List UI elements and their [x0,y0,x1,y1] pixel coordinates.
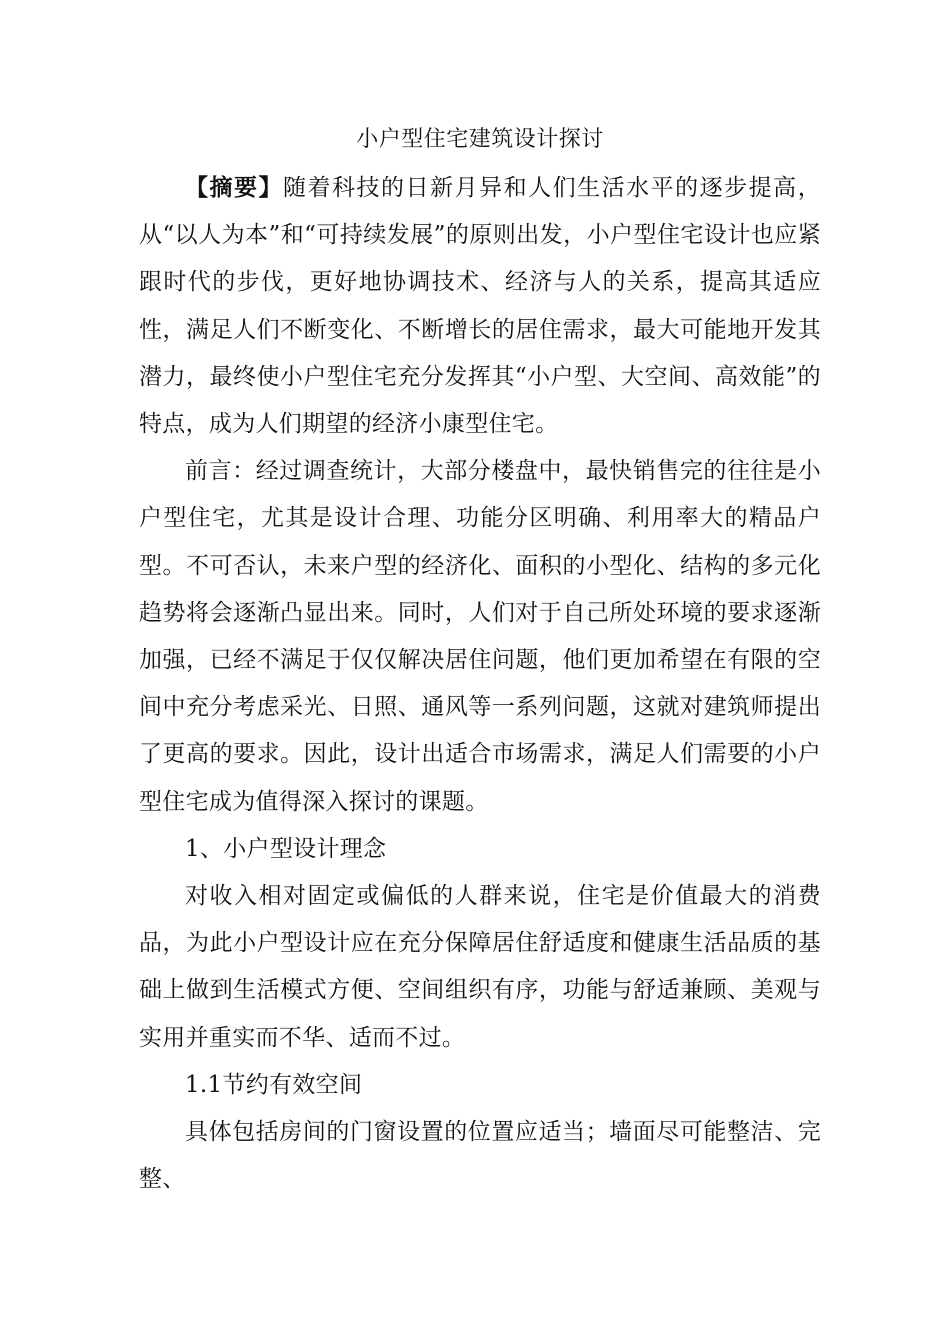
preface-paragraph: 前言：经过调查统计，大部分楼盘中，最快销售完的往往是小户型住宅，尤其是设计合理、功能分区明确、利用率大的精品户型。不可否认，未来户型的经济化、面积的小型化、结构的多元化趋势将会逐渐凸显出来。同时，人们对于自己所处环境的要求逐渐加强，已经不满足于仅仅解决居住问题，他们更加希望在有限的空间中充分考虑采光、日照、通风等一系列问题，这就对建筑师提出了更高的要求。因此，设计出适合市场需求，满足人们需要的小户型住宅成为值得深入探讨的课题。 [139,458,821,815]
document-title: 小户型住宅建筑设计探讨 [356,127,604,152]
section-1-1-paragraph: 具体包括房间的门窗设置的位置应适当；墙面尽可能整洁、完整、 [139,1119,821,1193]
section-1-heading: 1、小户型设计理念 [185,835,387,862]
abstract-label: 【摘要】 [185,174,284,201]
document-page [139,124,821,1203]
abstract-text: 随着科技的日新月异和人们生活水平的逐步提高，从“以人为本”和“可持续发展”的原则出发，小户型住宅设计也应紧跟时代的步伐，更好地协调技术、经济与人的关系，提高其适应性，满足人们不断变化、不断增长的居住需求，最大可能地开发其潜力，最终使小户型住宅充分发挥其“小户型、大空间、高效能”的特点，成为人们期望的经济小康型住宅。 [139,175,821,438]
abstract-paragraph [139,164,821,448]
section-1-1-heading: 1.1节约有效空间 [185,1071,363,1098]
section-1-paragraph: 对收入相对固定或偏低的人群来说，住宅是价值最大的消费品，为此小户型设计应在充分保障居住舒适度和健康生活品质的基础上做到生活模式方便、空间组织有序，功能与舒适兼顾、美观与实用并重实而不华、适而不过。 [139,883,821,1051]
